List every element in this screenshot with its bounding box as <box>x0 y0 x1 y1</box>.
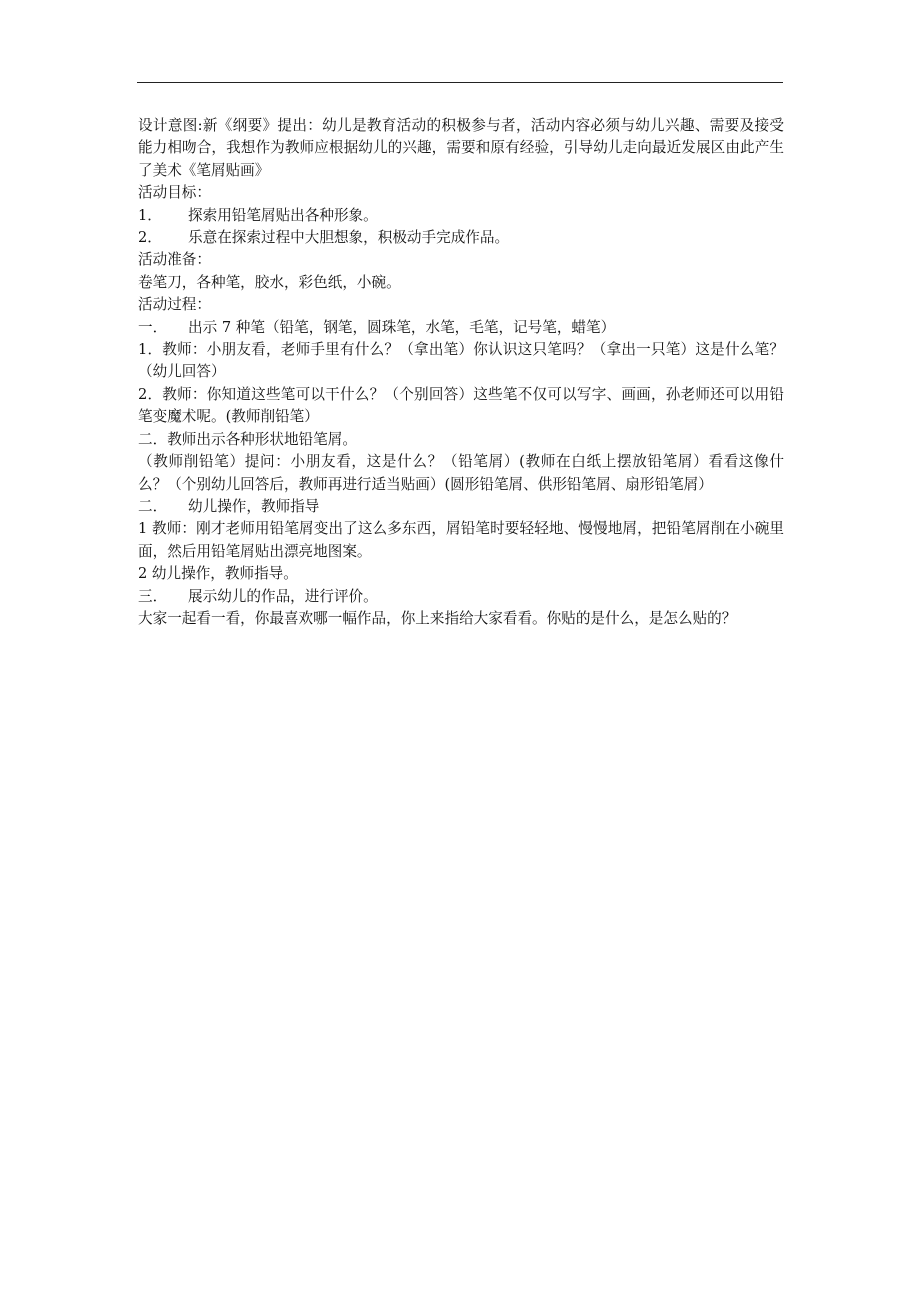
step-3-item-1: 1 教师：刚才老师用铅笔屑变出了这么多东西，屑铅笔时要轻轻地、慢慢地屑，把铅笔屑削在小碗里面，然后用铅笔屑贴出漂亮地图案。 <box>138 520 784 560</box>
goal-marker: 2． <box>138 229 162 247</box>
design-intent-paragraph: 设计意图:新《纲要》提出：幼儿是教育活动的积极参与者，活动内容必须与幼儿兴趣、需要及接受能力相吻合，我想作为教师应根据幼儿的兴趣，需要和原有经验，引导幼儿走向最近发展区由此产生了美术《笔屑贴画》 <box>138 117 784 179</box>
goal-item-1 <box>138 205 784 227</box>
step-2-text: （教师削铅笔）提问：小朋友看，这是什么？（铅笔屑）(教师在白纸上摆放铅笔屑）看看这像什么？（个别幼儿回答后，教师再进行适当贴画）(圆形铅笔屑、供形铅笔屑、扇形铅笔屑） <box>138 453 784 493</box>
step-4 <box>138 586 784 608</box>
goals-heading: 活动目标： <box>138 184 211 202</box>
goal-text: 乐意在探索过程中大胆想象，积极动手完成作品。 <box>188 229 510 247</box>
step-3-item-2: 2 幼儿操作，教师指导。 <box>138 565 298 583</box>
step-marker: 一． <box>138 318 168 336</box>
step-marker: 三． <box>138 587 168 605</box>
step-1-item-2: 2．教师：你知道这些笔可以干什么？（个别回答）这些笔不仅可以写字、画画，孙老师还可以用铅笔变魔术呢。(教师削铅笔） <box>138 385 784 426</box>
closing-paragraph: 大家一起看一看，你最喜欢哪一幅作品，你上来指给大家看看。你贴的是什么，是怎么贴的？ <box>138 609 737 627</box>
step-text: 展示幼儿的作品，进行评价。 <box>188 587 378 605</box>
goal-item-2 <box>138 227 784 249</box>
prep-heading: 活动准备： <box>138 251 211 269</box>
step-3 <box>138 496 784 518</box>
step-2-title: 二．教师出示各种形状地铅笔屑。 <box>138 430 357 448</box>
step-marker: 二． <box>138 497 168 515</box>
document-body <box>138 115 784 630</box>
step-1-item-1: 1．教师：小朋友看，老师手里有什么？（拿出笔）你认识这只笔吗？（拿出一只笔）这是什么笔？（幼儿回答） <box>138 341 784 381</box>
goal-text: 探索用铅笔屑贴出各种形象。 <box>188 206 378 224</box>
step-text: 出示 7 种笔（铅笔，钢笔，圆珠笔，水笔，毛笔，记号笔，蜡笔） <box>188 318 616 336</box>
header-rule <box>137 82 783 83</box>
step-1 <box>138 317 784 339</box>
goal-marker: 1． <box>138 206 162 224</box>
step-text: 幼儿操作，教师指导 <box>188 497 320 515</box>
process-heading: 活动过程： <box>138 296 211 314</box>
prep-text: 卷笔刀，各种笔，胶水，彩色纸，小碗。 <box>138 273 401 291</box>
